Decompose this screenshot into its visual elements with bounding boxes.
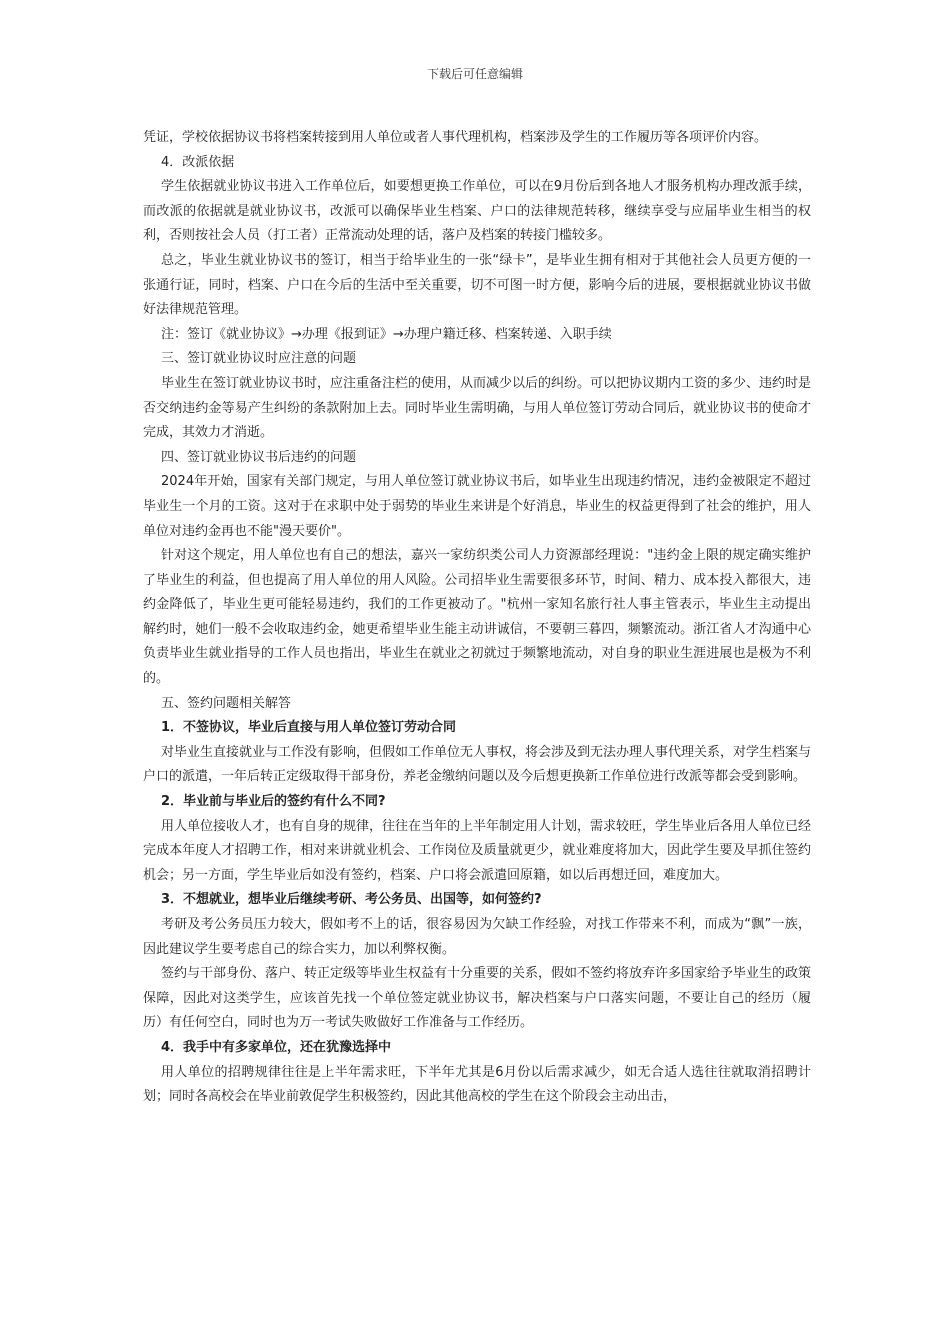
- question-heading-3: 3．不想就业，想毕业后继续考研、考公务员、出国等，如何签约?: [161, 892, 542, 908]
- question-heading-2: 2．毕业前与毕业后的签约有什么不同?: [161, 794, 386, 810]
- section-heading-5: 五、签约问题相关解答: [161, 695, 292, 711]
- paragraph: 用人单位接收人才，也有自身的规律，往往在当年的上半年制定用人计划，需求较旺，学生毕业后各用人单位已经完成本年度人才招聘工作，相对来讲就业机会、工作岗位及质量就更少，就业难度将加大，因此学生要及早抓住签约机会；另一方面，学生毕业后如没有签约，档案、户口将会派遣回原籍，如以后再想迁回，难度加大。: [143, 818, 812, 883]
- question-heading-1: 1．不签协议，毕业后直接与用人单位签订劳动合同: [161, 720, 457, 736]
- paragraph: 学生依据就业协议书进入工作单位后，如要想更换工作单位，可以在9月份后到各地人才服务机构办理改派手续，而改派的依据就是就业协议书，改派可以确保毕业生档案、户口的法律规范转移，继续享受与应届毕业生相当的权利，否则按社会人员（打工者）正常流动处理的话，落户及档案的转接门槛较多。: [143, 179, 811, 244]
- paragraph: 总之，毕业生就业协议书的签订，相当于给毕业生的一张“绿卡”，是毕业生拥有相对于其他社会人员更方便的一张通行证，同时，档案、户口在今后的生活中至关重要，切不可图一时方便，影响今后的进展，要根据就业协议书做好法律规范管理。: [143, 252, 811, 318]
- paragraph: 对毕业生直接就业与工作没有影响，但假如工作单位无人事权，将会涉及到无法办理人事代理关系，对学生档案与户口的派遣，一年后转正定级取得干部身份，养老金缴纳问题以及今后想更换新工作单位进行改派等都会受到影响。: [143, 744, 812, 785]
- paragraph: 签约与干部身份、落户、转正定级等毕业生权益有十分重要的关系，假如不签约将放弃许多国家给予毕业生的政策保障，因此对这类学生，应该首先找一个单位签定就业协议书，解决档案与户口落实问题，不要让自己的经历（履历）有任何空白，同时也为万一考试失败做好工作准备与工作经历。: [143, 966, 812, 1031]
- question-heading-4: 4．我手中有多家单位，还在犹豫选择中: [161, 1039, 392, 1055]
- paragraph: 用人单位的招聘规律往往是上半年需求旺，下半年尤其是6月份以后需求减少，如无合适人选往往就取消招聘计划；同时各高校会在毕业前敦促学生积极签约，因此其他高校的学生在这个阶段会主动出击，: [143, 1064, 811, 1105]
- section-heading-4: 四、签订就业协议书后违约的问题: [161, 449, 357, 465]
- paragraph: 针对这个规定，用人单位也有自己的想法，嘉兴一家纺织类公司人力资源部经理说："违约金上限的规定确实维护了毕业生的利益，但也提高了用人单位的用人风险。公司招毕业生需要很多环节，时间、精力、成本投入都很大，违约金降低了，毕业生更可能轻易违约，我们的工作更被动了。"杭州一家知名旅行社人事主管表示，毕业生主动提出解约时，她们一般不会收取违约金，她更希望毕业生能主动讲诚信，不要朝三暮四，频繁流动。浙江省人才沟通中心负责毕业生就业指导的工作人员也指出，毕业生在就业之初就过于频繁地流动，对自身的职业生涯进展也是极为不利的。: [143, 548, 811, 687]
- note-paragraph: 注：签订《就业协议》→办理《报到证》→办理户籍迁移、档案转递、入职手续: [161, 326, 612, 342]
- paragraph: 毕业生在签订就业协议书时，应注重备注栏的使用，从而减少以后的纠纷。可以把协议期内工资的多少、违约时是否交纳违约金等易产生纠纷的条款附加上去。同时毕业生需明确，与用人单位签订劳动合同后，就业协议书的使命才完成，其效力才消逝。: [143, 375, 812, 441]
- paragraph: 考研及考公务员压力较大，假如考不上的话，很容易因为欠缺工作经验，对找工作带来不利，而成为“飘”一族，因此建议学生要考虑自己的综合实力，加以利弊权衡。: [143, 917, 811, 957]
- paragraph: 凭证，学校依据协议书将档案转接到用人单位或者人事代理机构，档案涉及学生的工作履历等各项评价内容。: [143, 130, 768, 145]
- section-heading-3: 三、签订就业协议时应注意的问题: [161, 351, 357, 367]
- page-header: 下载后可任意编辑: [426, 67, 523, 81]
- subheading-reassignment-basis: 4．改派依据: [161, 154, 235, 170]
- document-body: [143, 126, 811, 1110]
- paragraph: 2024年开始，国家有关部门规定，与用人单位签订就业协议书后，如毕业生出现违约情况，违约金被限定不超过毕业生一个月的工资。这对于在求职中处于弱势的毕业生来讲是个好消息，毕业生的权益更得到了社会的维护，用人单位对违约金再也不能"漫天要价"。: [143, 474, 811, 539]
